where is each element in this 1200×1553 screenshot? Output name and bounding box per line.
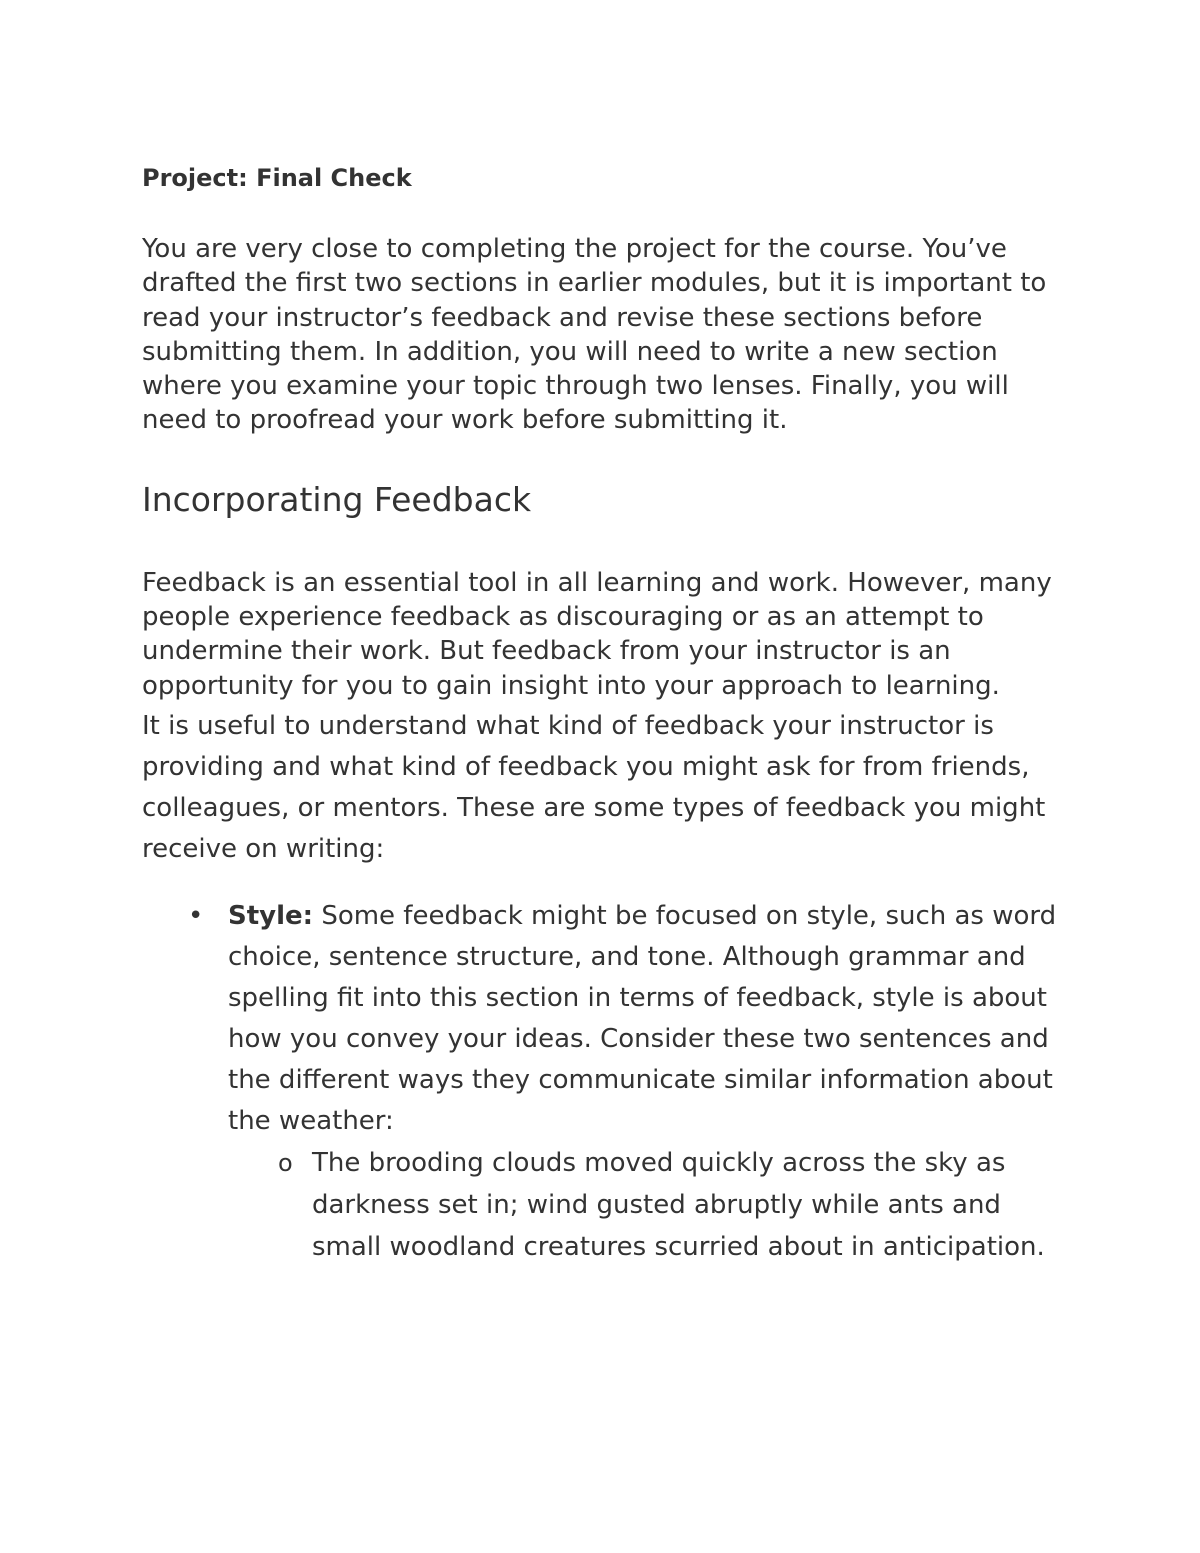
document-page bbox=[142, 160, 1062, 1268]
sub-list-item-text: The brooding clouds moved quickly across the sky as darkness set in; wind gusted abruptly while ants and small woodland creatures scurried about in anticipation. bbox=[312, 1147, 1045, 1262]
example-sentences-list bbox=[228, 1142, 1062, 1268]
feedback-paragraph: Feedback is an essential tool in all learning and work. However, many people experience feedback as discouraging or as an attempt to undermine their work. But feedback from your instructor is an opportunity for you to gain insight into your approach to learning. bbox=[142, 567, 1052, 701]
list-item-style bbox=[142, 896, 1062, 1268]
document-title: Project: Final Check bbox=[142, 164, 412, 192]
list-item-text: Some feedback might be focused on style, such as word choice, sentence structure, and tone. Although grammar and spelling fit into this section in terms of feedback, style is about how you convey your ideas. Consider these two sentences and the different ways they communicate similar information about the weather: bbox=[228, 900, 1057, 1136]
feedback-types-paragraph: It is useful to understand what kind of feedback your instructor is providing and what kind of feedback you might ask for from friends, colleagues, or mentors. These are some types of feedback you might receive on writing: bbox=[142, 710, 1046, 864]
bullet-icon: • bbox=[188, 900, 204, 931]
circle-bullet-icon: o bbox=[278, 1148, 293, 1177]
intro-paragraph: You are very close to completing the project for the course. You’ve drafted the first two sections in earlier modules, but it is important to read your instructor’s feedback and revise these sections before submitting them. In addition, you will need to write a new section where you examine your topic through two lenses. Finally, you will need to proofread your work before submitting it. bbox=[142, 234, 1047, 436]
feedback-types-list bbox=[142, 896, 1062, 1268]
list-item-term: Style: bbox=[228, 900, 314, 931]
section-heading: Incorporating Feedback bbox=[142, 479, 532, 519]
sub-list-item bbox=[228, 1142, 1062, 1268]
